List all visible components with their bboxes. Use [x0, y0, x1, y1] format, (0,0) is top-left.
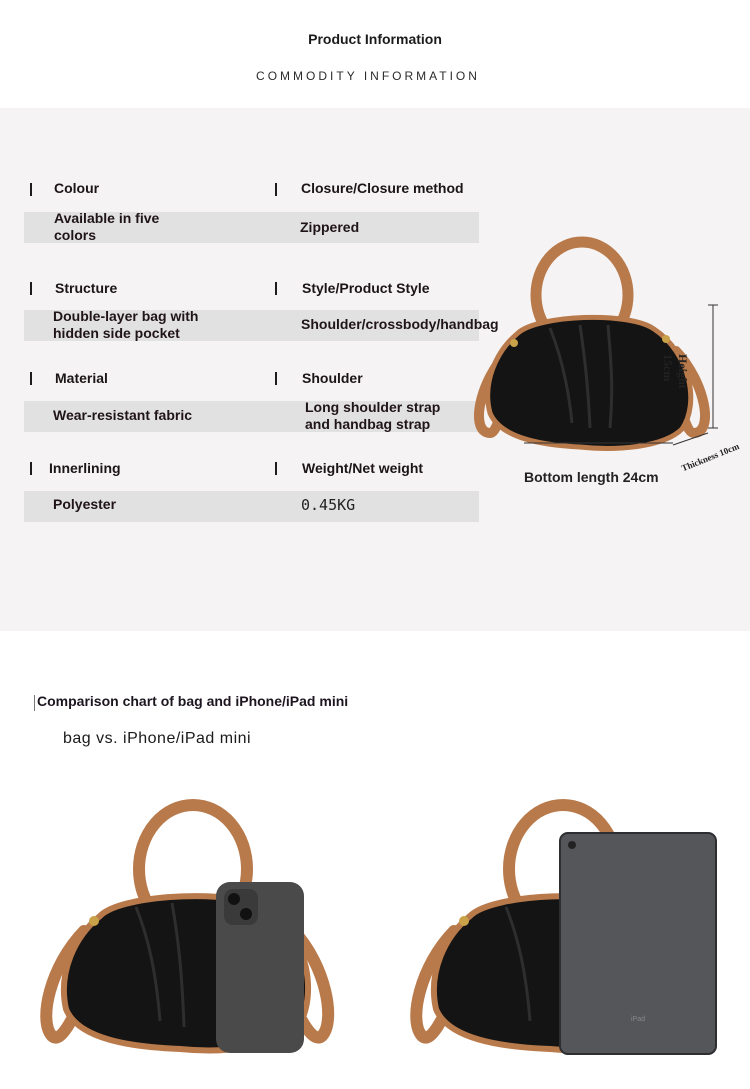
comparison-title: Comparison chart of bag and iPhone/iPad mini	[37, 693, 349, 709]
header	[0, 0, 750, 108]
bullet-mark	[30, 372, 32, 385]
spec-panel	[0, 108, 750, 631]
spec-value-closure: Zippered	[300, 219, 360, 235]
spec-label-closure: Closure/Closure method	[301, 180, 464, 196]
spec-label-structure: Structure	[55, 280, 118, 296]
bullet-mark	[275, 183, 277, 196]
spec-value-innerlining: Polyester	[53, 496, 117, 512]
dimension-height: Height 15cm	[661, 354, 690, 389]
spec-label-weight: Weight/Net weight	[302, 460, 424, 476]
bag-vs-iphone-photo	[30, 791, 350, 1086]
spec-label-style: Style/Product Style	[302, 280, 430, 296]
bag-dimension-illustration	[468, 233, 750, 483]
spec-value-shoulder: Long shoulder strap and handbag strap	[305, 399, 441, 432]
bullet-mark	[30, 282, 32, 295]
spec-label-shoulder: Shoulder	[302, 370, 363, 386]
dimension-thickness: Thickness 10cm	[680, 441, 741, 474]
spec-label-material: Material	[55, 370, 108, 386]
bullet-mark	[34, 695, 35, 711]
spec-value-weight: 0.45KG	[301, 496, 356, 514]
comparison-subtitle: bag vs. iPhone/iPad mini	[63, 730, 252, 747]
page-title: Product Information	[308, 31, 442, 47]
bullet-mark	[275, 462, 277, 475]
bullet-mark	[30, 462, 32, 475]
ipad-label: iPad	[630, 1016, 646, 1023]
spec-label-innerlining: Innerlining	[49, 460, 121, 476]
spec-value-structure: Double-layer bag with hidden side pocket	[53, 308, 199, 341]
bullet-mark	[30, 183, 32, 196]
spec-value-material: Wear-resistant fabric	[53, 407, 193, 423]
spec-value-colour: Available in five colors	[54, 210, 160, 243]
bag-vs-ipad-mini-photo	[400, 791, 730, 1086]
spec-value-style: Shoulder/crossbody/handbag	[301, 316, 499, 332]
page-subtitle: COMMODITY INFORMATION	[256, 69, 480, 83]
bullet-mark	[275, 282, 277, 295]
dimension-bottom-length: Bottom length 24cm	[524, 469, 659, 485]
bullet-mark	[275, 372, 277, 385]
comparison-section	[0, 631, 750, 1089]
spec-label-colour: Colour	[54, 180, 100, 196]
